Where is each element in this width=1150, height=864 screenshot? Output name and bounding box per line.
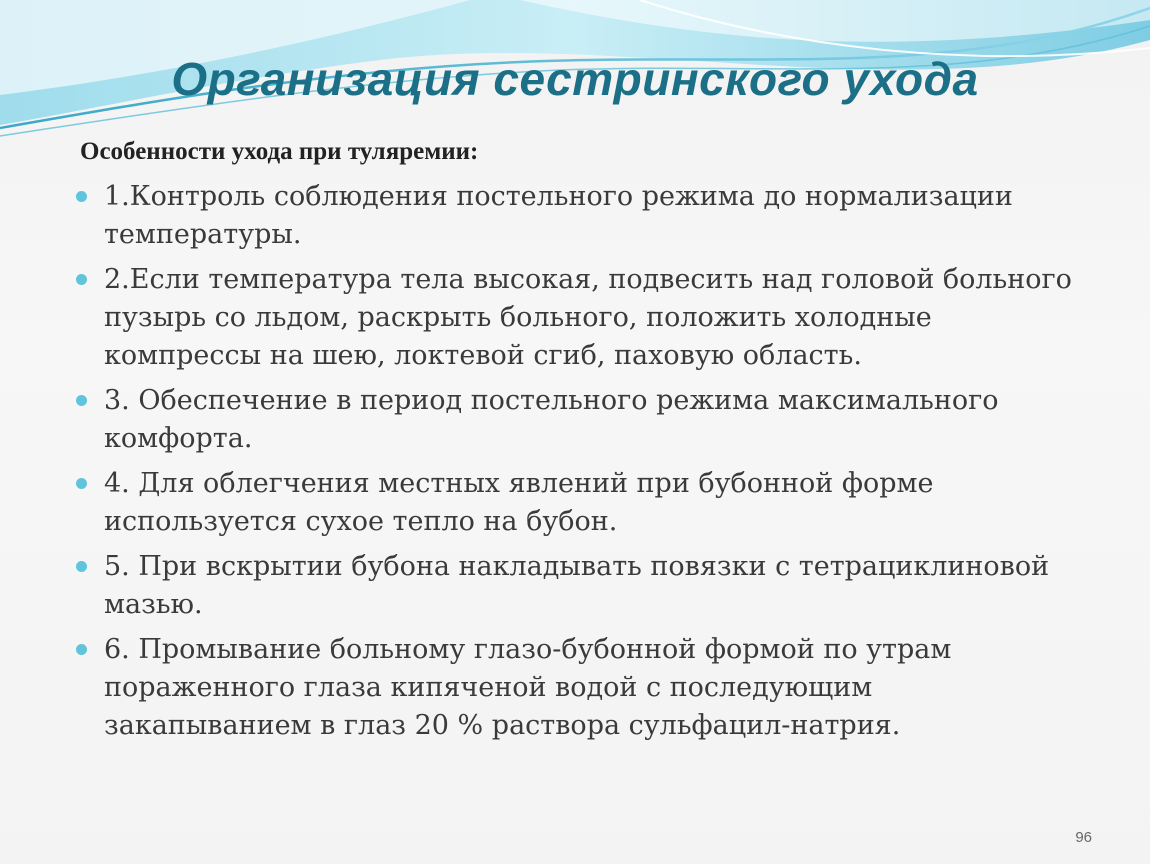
list-item <box>70 631 1080 745</box>
list-item-text: 5. При вскрытии бубона накладывать повязки с тетрациклиновой мазью. <box>104 551 1050 620</box>
page-number: 96 <box>1075 829 1092 846</box>
list-item-text: 4. Для облегчения местных явлений при бубонной форме используется сухое тепло на бубон. <box>104 468 934 537</box>
list-item <box>70 261 1080 375</box>
bullet-icon <box>76 644 87 655</box>
list-item-text: 6. Промывание больному глазо-бубонной формой по утрам пораженного глаза кипяченой водой с последующим закапыванием в глаз 20 % раствора сульфацил-натрия. <box>104 634 952 741</box>
list-item <box>70 178 1080 254</box>
care-items-list <box>70 178 1080 752</box>
list-item <box>70 382 1080 458</box>
bullet-icon <box>76 561 87 572</box>
list-item-text: 3. Обеспечение в период постельного режима максимального комфорта. <box>104 385 999 454</box>
bullet-icon <box>76 395 87 406</box>
list-item <box>70 548 1080 624</box>
slide-title: Организация сестринского ухода <box>171 53 979 105</box>
slide-subtitle: Особенности ухода при туляремии: <box>80 138 479 165</box>
list-item-text: 2.Если температура тела высокая, подвесить над головой больного пузырь со льдом, раскрыть больного, положить холодные компрессы на шею, локтевой сгиб, паховую область. <box>104 264 1072 371</box>
list-item-text: 1.Контроль соблюдения постельного режима до нормализации температуры. <box>104 181 1013 250</box>
bullet-icon <box>76 274 87 285</box>
bullet-icon <box>76 478 87 489</box>
bullet-icon <box>76 191 87 202</box>
list-item <box>70 465 1080 541</box>
